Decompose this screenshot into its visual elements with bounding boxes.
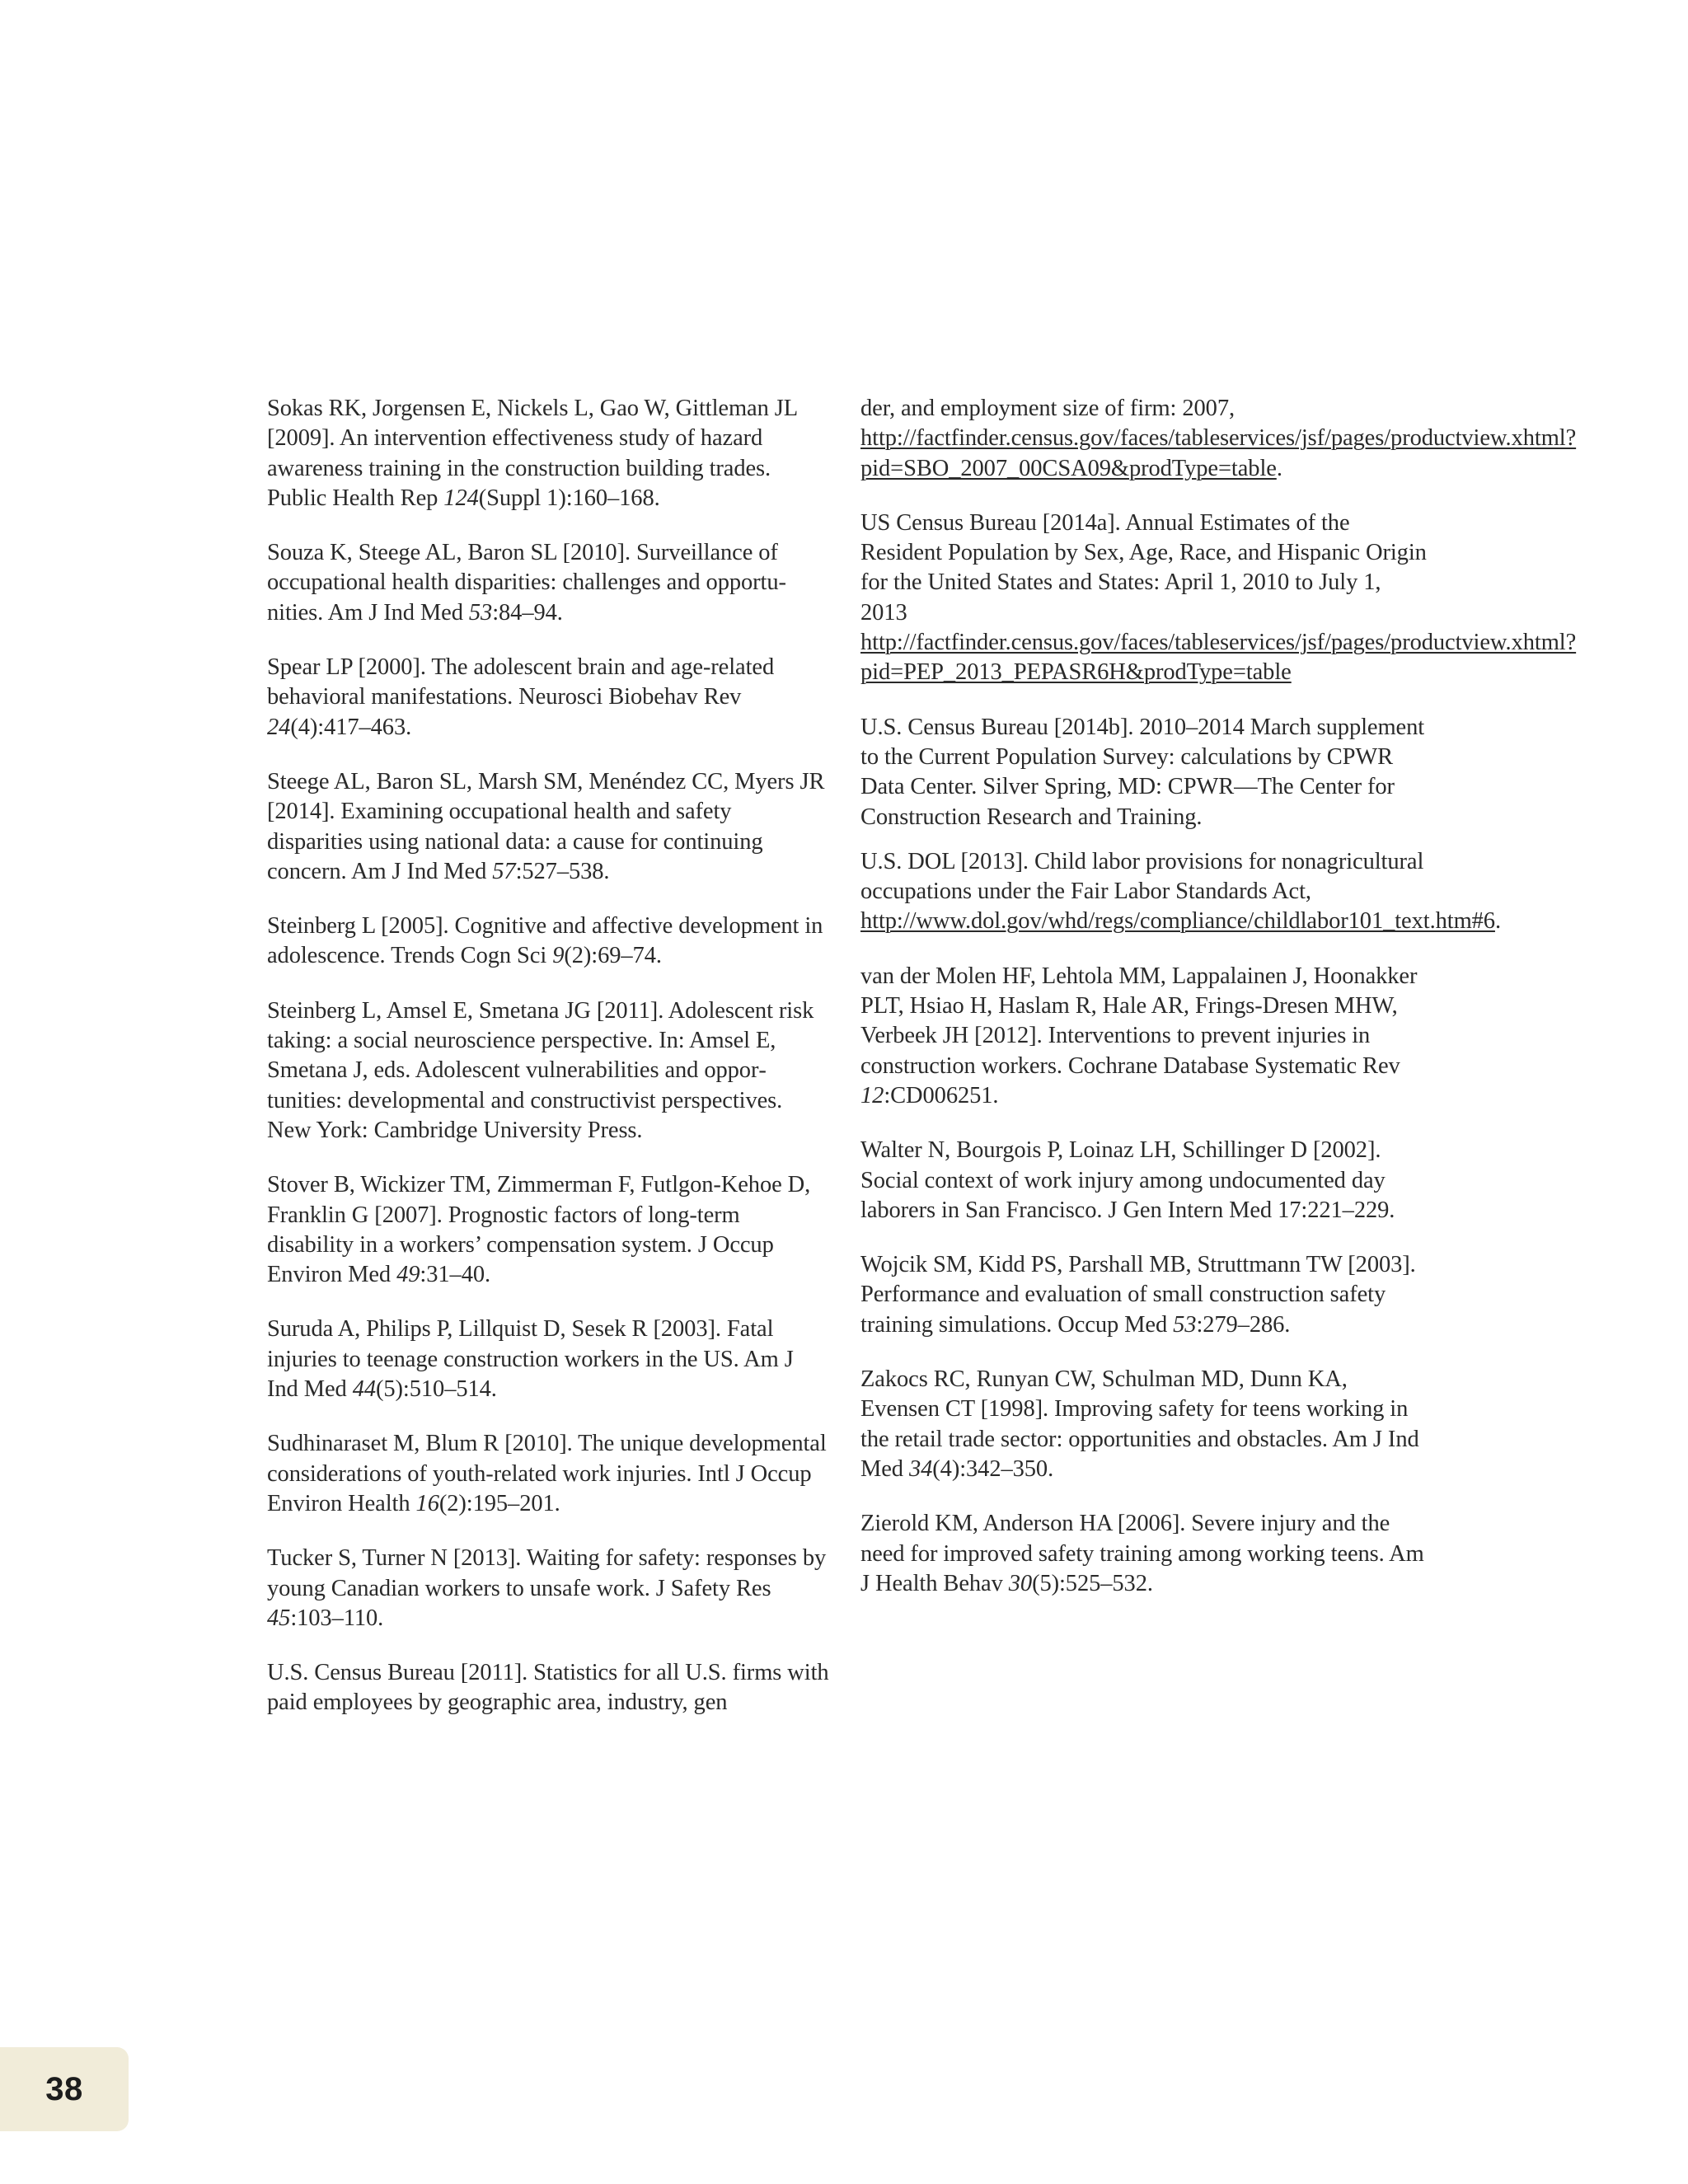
reference-entry xyxy=(267,1658,829,1718)
reference-text: U.S. DOL [2013]. Child labor provisions for nonagricultural occupations under the Fair Labor Standards Act, xyxy=(860,848,1424,905)
reference-text: U.S. Census Bureau [2014b]. 2010–2014 March supplement to the Current Population Survey: calculations by CPWR Data Center. Silver Spring, MD: CPWR—The Center for Construction Research and Training. xyxy=(860,714,1425,830)
reference-entry xyxy=(267,538,829,628)
reference-text: Steinberg L [2005]. Cognitive and affective development in adolescence. Trends Cogn Sci xyxy=(267,913,823,969)
census-factfinder-link[interactable]: http://factfinder.census.gov/faces/tableservices/jsf/pages/productview.xhtml?pid=SBO_2007_00CSA09&prodType=table xyxy=(860,425,1577,481)
reference-text: Zierold KM, Anderson HA [2006]. Severe injury and the need for improved safety training among working teens. Am J Health Behav xyxy=(860,1511,1424,1596)
page-number: 38 xyxy=(45,2070,83,2107)
reference-entry xyxy=(860,1250,1429,1340)
reference-pages: (2):69–74. xyxy=(564,943,662,969)
reference-volume: 34 xyxy=(908,1455,933,1482)
reference-column-left xyxy=(267,394,829,1743)
reference-volume: 53 xyxy=(1173,1311,1197,1338)
reference-text: Stover B, Wickizer TM, Zimmerman F, Futlgon-Kehoe D, Franklin G [2007]. Prognostic factors of long-term disability in a workers’ compensation system. J Occup Environ Med xyxy=(267,1172,811,1288)
reference-text: Suruda A, Philips P, Lillquist D, Sesek R [2003]. Fatal injuries to teenage construction workers in the US. Am J Ind Med xyxy=(267,1316,794,1403)
reference-entry xyxy=(267,1429,829,1519)
reference-text: Sokas RK, Jorgensen E, Nickels L, Gao W, Gittleman JL [2009]. An intervention effectiveness study of hazard awareness training in the construction building trades. Public Health Rep xyxy=(267,396,798,511)
reference-volume: 49 xyxy=(396,1262,420,1288)
reference-column-right xyxy=(860,394,1577,1624)
reference-volume: 57 xyxy=(492,858,516,884)
reference-text: Spear LP [2000]. The adolescent brain and age-related behavioral manifestations. Neurosci Biobehav Rev xyxy=(267,654,775,710)
reference-entry xyxy=(267,996,829,1146)
reference-text: Sudhinaraset M, Blum R [2010]. The unique developmental considerations of youth-related work injuries. Intl J Occup Environ Health xyxy=(267,1431,827,1516)
reference-entry xyxy=(860,962,1429,1111)
reference-volume: 12 xyxy=(860,1082,884,1108)
reference-entry xyxy=(860,713,1429,832)
reference-volume: 124 xyxy=(443,485,479,511)
reference-text: US Census Bureau [2014a]. Annual Estimates of the Resident Population by Sex, Age, Race, and Hispanic Origin for the United States and States: April 1, 2010 to July 1, 2013 xyxy=(860,509,1427,626)
reference-pages: (5):525–532. xyxy=(1032,1570,1153,1596)
census-population-link[interactable]: http://factfinder.census.gov/faces/tableservices/jsf/pages/productview.xhtml?pid=PEP_2013_PEPASR6H&prodType=table xyxy=(860,630,1577,686)
reference-text: Zakocs RC, Runyan CW, Schulman MD, Dunn KA, Evensen CT [1998]. Improving safety for teens working in the retail trade sector: opportunities and obstacles. Am J Ind Med xyxy=(860,1366,1419,1482)
page-number-tab xyxy=(0,2047,129,2131)
reference-volume: 45 xyxy=(267,1605,291,1631)
reference-text: . xyxy=(1276,455,1282,481)
reference-text: der, and employment size of firm: 2007, xyxy=(860,396,1236,421)
reference-text: Steege AL, Baron SL, Marsh SM, Menéndez CC, Myers JR [2014]. Examining occupational health and safety disparities using national data: a cause for continuing concern. Am J Ind Med xyxy=(267,768,825,884)
reference-volume: 9 xyxy=(552,943,565,969)
reference-text: Tucker S, Turner N [2013]. Waiting for safety: responses by young Canadian workers to unsafe work. J Safety Res xyxy=(267,1545,827,1601)
reference-pages: (4):417–463. xyxy=(290,714,412,740)
reference-entry xyxy=(267,653,829,743)
reference-entry xyxy=(860,847,1501,937)
reference-entry xyxy=(267,1315,829,1404)
reference-text: . xyxy=(1494,908,1501,935)
reference-pages: :31–40. xyxy=(420,1262,491,1288)
reference-volume: 44 xyxy=(352,1376,376,1403)
reference-volume: 16 xyxy=(415,1490,439,1516)
reference-entry xyxy=(860,509,1577,688)
reference-entry xyxy=(860,1509,1429,1599)
reference-pages: :527–538. xyxy=(515,858,610,884)
reference-entry xyxy=(267,1170,829,1290)
reference-entry xyxy=(267,767,829,887)
reference-text: Steinberg L, Amsel E, Smetana JG [2011]. Adolescent risk taking: a social neuroscience perspective. In: Amsel E, Smetana J, eds. Adolescent vulnerabilities and opportunities: developmental and constructivist perspectives. New York: Cambridge University Press. xyxy=(267,997,814,1143)
reference-entry xyxy=(267,1544,829,1633)
reference-pages: :279–286. xyxy=(1196,1311,1291,1338)
reference-text: Souza K, Steege AL, Baron SL [2010]. Surveillance of occupational health disparities: challenges and opportunities. Am J Ind Med xyxy=(267,540,787,626)
reference-entry-continued xyxy=(860,394,1577,484)
reference-text: U.S. Census Bureau [2011]. Statistics for all U.S. firms with paid employees by geographic area, industry, gen xyxy=(267,1660,829,1716)
reference-pages: :CD006251. xyxy=(884,1082,999,1108)
reference-pages: (5):510–514. xyxy=(376,1376,497,1403)
reference-entry xyxy=(860,1136,1429,1226)
reference-pages: :103–110. xyxy=(290,1605,384,1631)
dol-child-labor-link[interactable]: http://www.dol.gov/whd/regs/compliance/childlabor101_text.htm#6 xyxy=(860,908,1495,935)
reference-volume: 24 xyxy=(267,714,291,740)
reference-pages: :84–94. xyxy=(492,599,563,626)
reference-volume: 30 xyxy=(1008,1570,1033,1596)
reference-text: Wojcik SM, Kidd PS, Parshall MB, Struttmann TW [2003]. Performance and evaluation of small construction safety training simulations. Occup Med xyxy=(860,1252,1416,1338)
reference-entry xyxy=(267,394,829,513)
reference-text: Walter N, Bourgois P, Loinaz LH, Schillinger D [2002]. Social context of work injury among undocumented day laborers in San Francisco. J Gen Intern Med 17:221–229. xyxy=(860,1137,1395,1223)
reference-entry xyxy=(860,1365,1429,1484)
reference-text: van der Molen HF, Lehtola MM, Lappalainen J, Hoonakker PLT, Hsiao H, Haslam R, Hale AR, Frings-Dresen MHW, Verbeek JH [2012]. Interventions to prevent injuries in construction workers. Cochrane Database Systematic Rev xyxy=(860,963,1418,1079)
reference-entry xyxy=(267,912,829,972)
reference-volume: 53 xyxy=(468,599,493,626)
reference-pages: (4):342–350. xyxy=(932,1455,1054,1482)
reference-pages: (2):195–201. xyxy=(438,1490,560,1516)
reference-pages: (Suppl 1):160–168. xyxy=(478,485,660,511)
